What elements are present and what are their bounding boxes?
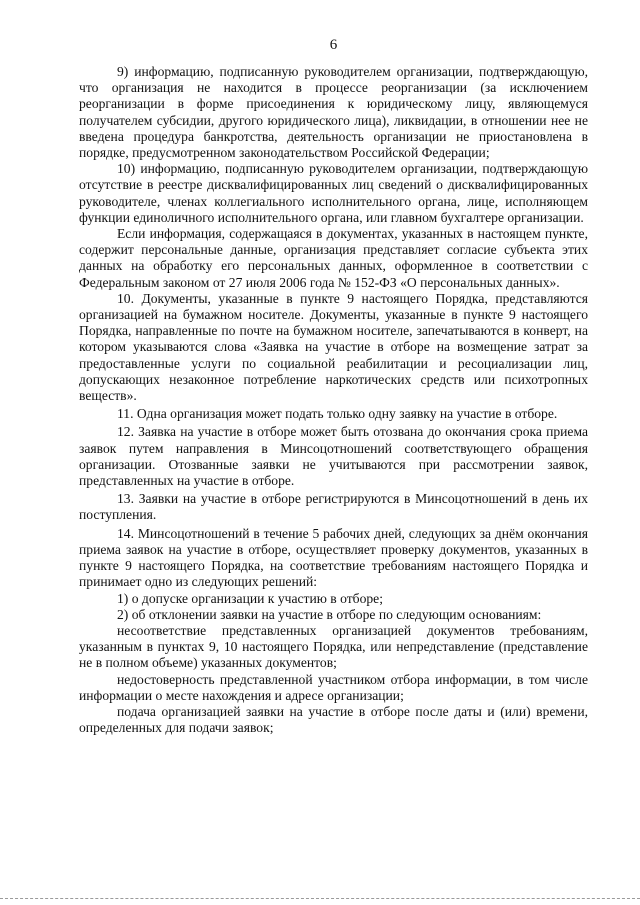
paragraph-clause-11: 11. Одна организация может подать только одну заявку на участие в отборе. [117,406,558,422]
page-number: 6 [329,37,338,53]
paragraph-clause-13: 13. Заявки на участие в отборе регистрируются в Минсоцотношений в день их поступления. [79,491,588,523]
document-body [79,64,588,736]
paragraph-decision-2: 2) об отклонении заявки на участие в отборе по следующим основаниям: [117,606,542,622]
paragraph-clause-14: 14. Минсоцотношений в течение 5 рабочих дней, следующих за днём окончания приема заявок на участие в отборе, осуществляет проверку документов, указанных в пункте 9 настоящего Порядка, на соответствие требованиям настоящего Порядка и принимает одно из следующих решений: [79,525,588,590]
paragraph-ground-late-submission: подача организацией заявки на участие в отборе после даты и (или) времени, определенных для подачи заявок; [79,703,588,736]
paragraph-clause-10: 10. Документы, указанные в пункте 9 настоящего Порядка, представляются организацией на бумажном носителе. Документы, указанные в пункте 9 настоящего Порядка, направленные по почте на бумажном носителе, запечатываются в конверт, на котором указываются слова «Заявка на участие в отборе на возмещение затрат за предоставленные услуги по социальной реабилитации и ресоциализации лиц, допускающих незаконное потребление наркотических средств или психотропных веществ». [79,290,588,404]
paragraph-ground-inaccuracy: недостоверность представленной участником отбора информации, в том числе информации о месте нахождения и адресе организации; [79,671,588,703]
paragraph-decision-1: 1) о допуске организации к участию в отборе; [117,590,383,606]
page-bottom-divider [0,898,640,899]
paragraph-ground-noncompliance: несоответствие представленных организацией документов требованиям, указанным в пунктах 9, 10 настоящего Порядка, или непредставление (представление не в полном объеме) указанных документов; [79,622,588,671]
paragraph-item-9: 9) информацию, подписанную руководителем организации, подтверждающую, что организация не находится в процессе реорганизации (за исключением реорганизации в форме присоединения к юридическому лицу, являющемуся получателем субсидии, другого юридического лица), ликвидации, в отношении нее не введена процедура банкротства, деятельность организации не приостановлена в порядке, предусмотренном законодательством Российской Федерации; [79,64,588,161]
paragraph-item-10: 10) информацию, подписанную руководителем организации, подтверждающую отсутствие в реестре дисквалифицированных лиц сведений о дисквалифицированных руководителе, членах коллегиального исполнительного органа, лице, исполняющем функции единоличного исполнительного органа, или главном бухгалтере организации. [79,161,588,225]
paragraph-clause-12: 12. Заявка на участие в отборе может быть отозвана до окончания срока приема заявок путем направления в Минсоцотношений соответствующего обращения организации. Отозванные заявки не учитываются при рассмотрении заявок, представленных на участие в отборе. [79,424,588,489]
paragraph-personal-data: Если информация, содержащаяся в документах, указанных в настоящем пункте, содержит персональные данные, организация представляет согласие субъекта этих данных на обработку его персональных данных, оформленное в соответствии с Федеральным законом от 27 июля 2006 года № 152-ФЗ «О персональных данных». [79,226,588,290]
